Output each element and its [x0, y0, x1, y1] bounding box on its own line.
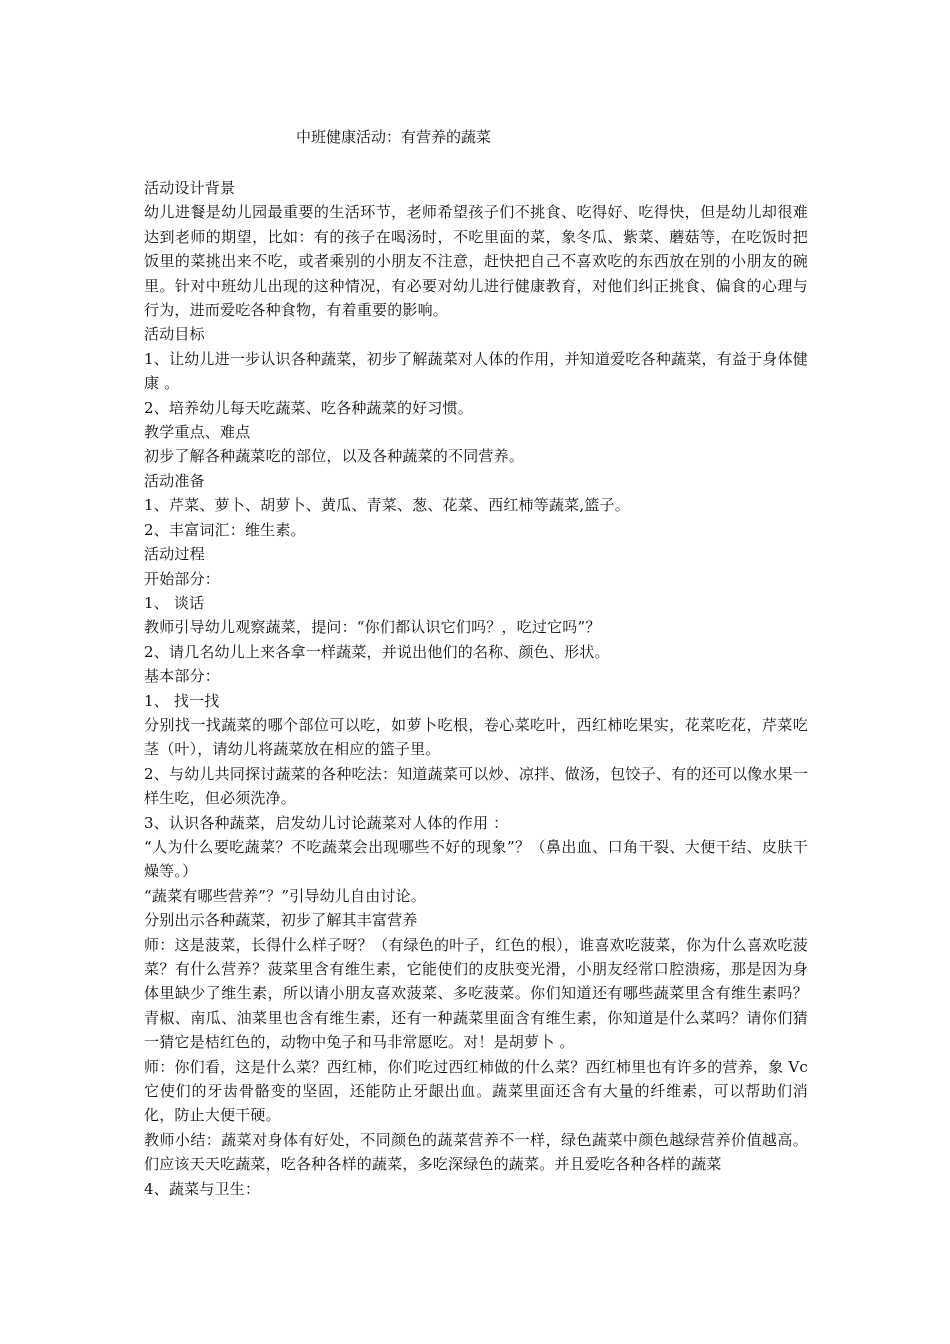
basic-item-2: 2、与幼儿共同探讨蔬菜的各种吃法：知道蔬菜可以炒、凉拌、做汤，包饺子、有的还可以像水果一样生吃，但必须洗净。	[144, 764, 808, 808]
basic-item-1: 1、 找一找	[144, 691, 220, 710]
section-heading-process: 活动过程	[144, 545, 205, 564]
section-heading-key-points: 教学重点、难点	[144, 423, 251, 442]
section-heading-background: 活动设计背景	[144, 179, 236, 197]
goal-item-2: 2、培养幼儿每天吃蔬菜、吃各种蔬菜的好习惯。	[144, 398, 473, 417]
paragraph-find-parts: 分别找一找蔬菜的哪个部位可以吃，如萝卜吃根，卷心菜吃叶，西红柿吃果实，花菜吃花，芹菜吃茎（叶），请幼儿将蔬菜放在相应的篮子里。	[144, 715, 808, 759]
opening-item-2: 2、请几名幼儿上来各拿一样蔬菜，并说出他们的名称、颜色、形状。	[144, 642, 610, 661]
basic-item-4: 4、蔬菜与卫生：	[144, 1179, 261, 1198]
paragraph-spinach: 师：这是菠菜，长得什么样子呀？（有绿色的叶子，红色的根），谁喜欢吃菠菜，你为什么喜欢吃菠菜？有什么营养？菠菜里含有维生素，它能使们的皮肤变光滑，小朋友经常口腔溃疡，那是因为身体里缺少了维生素，所以请小朋友喜欢菠菜、多吃菠菜。你们知道还有哪些蔬菜里含有维生素吗？青椒、南瓜、油菜里也含有维生素，还有一种蔬菜里面含有维生素，你知道是什么菜吗？请你们猜一猜它是桔红色的，动物中兔子和马非常愿吃。对！是胡萝卜 。	[144, 935, 808, 1052]
opening-item-1: 1、 谈话	[144, 593, 205, 612]
document-body	[144, 176, 808, 1201]
subheading-opening: 开始部分：	[144, 569, 221, 588]
document-title: 中班健康活动：有营养的蔬菜	[296, 128, 492, 146]
section-heading-preparation: 活动准备	[144, 471, 205, 490]
section-heading-goals: 活动目标	[144, 325, 205, 344]
basic-item-3: 3、认识各种蔬菜，启发幼儿讨论蔬菜对人体的作用 ：	[144, 813, 509, 832]
paragraph-summary: 教师小结：蔬菜对身体有好处，不同颜色的蔬菜营养不一样，绿色蔬菜中颜色越绿营养价值越高。们应该天天吃蔬菜，吃各种各样的蔬菜，多吃深绿色的蔬菜。并且爱吃各种各样的蔬菜	[144, 1130, 808, 1174]
paragraph-key-points: 初步了解各种蔬菜吃的部位，以及各种蔬菜的不同营养。	[144, 447, 525, 466]
paragraph-why-eat: “人为什么要吃蔬菜？不吃蔬菜会出现哪些不好的现象”？（鼻出血、口角干裂、大便干结、皮肤干燥等。）	[144, 837, 808, 881]
subheading-basic: 基本部分：	[144, 667, 221, 686]
paragraph-tomato: 师：你们看，这是什么菜？西红柿，你们吃过西红柿做的什么菜？西红柿里也有许多的营养，象 Vc 它使们的牙齿骨骼变的坚固，还能防止牙龈出血。蔬菜里面还含有大量的纤维素，可以帮助们消化，防止大便干硬。	[144, 1057, 808, 1125]
goal-item-1: 1、让幼儿进一步认识各种蔬菜，初步了解蔬菜对人体的作用，并知道爱吃各种蔬菜，有益于身体健康 。	[144, 349, 808, 393]
paragraph-nutrition-question: “蔬菜有哪些营养”？”引导幼儿自由讨论。	[144, 886, 427, 905]
paragraph-background: 幼儿进餐是幼儿园最重要的生活环节，老师希望孩子们不挑食、吃得好、吃得快，但是幼儿却很难达到老师的期望，比如：有的孩子在喝汤时，不吃里面的菜，象冬瓜、紫菜、蘑菇等，在吃饭时把饭里的菜挑出来不吃，或者乘别的小朋友不注意，赶快把自己不喜欢吃的东西放在别的小朋友的碗里。针对中班幼儿出现的这种情况，有必要对幼儿进行健康教育，对他们纠正挑食、偏食的心理与行为，进而爱吃各种食物，有着重要的影响。	[144, 203, 808, 320]
preparation-item-2: 2、丰富词汇：维生素。	[144, 520, 306, 539]
preparation-item-1: 1、芹菜、萝卜、胡萝卜、黄瓜、青菜、葱、花菜、西红柿等蔬菜,篮子。	[144, 496, 630, 515]
paragraph-opening-question: 教师引导幼儿观察蔬菜，提问：“你们都认识它们吗？，吃过它吗”？	[144, 618, 601, 637]
paragraph-show-vegetables: 分别出示各种蔬菜，初步了解其丰富营养	[144, 911, 418, 930]
